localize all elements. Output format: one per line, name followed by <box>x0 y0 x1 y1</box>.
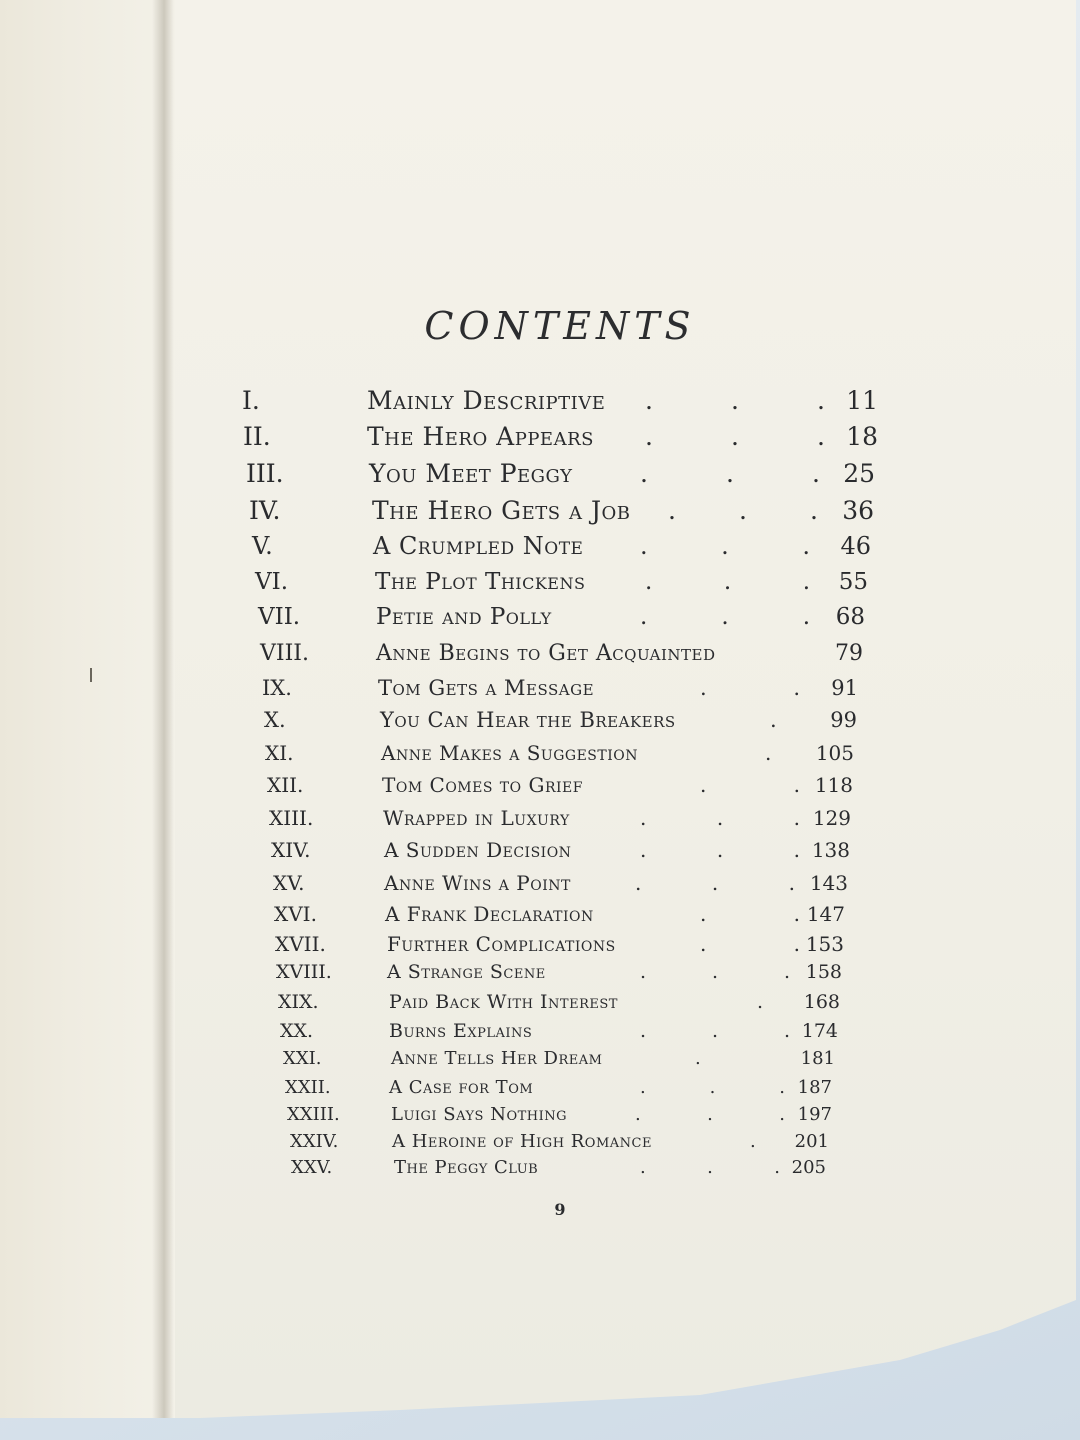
toc-entry <box>0 961 1080 991</box>
page-ref: 11 <box>846 386 878 415</box>
page-ref: 99 <box>830 708 857 732</box>
chapter-number: XI. <box>265 741 294 765</box>
page-ref: 181 <box>800 1048 835 1069</box>
toc-entry <box>0 741 1080 771</box>
chapter-number: XVI. <box>274 902 317 926</box>
contents-heading: CONTENTS <box>424 304 696 348</box>
dot-leader: . . . <box>640 838 800 862</box>
toc-entry <box>0 569 1080 599</box>
dot-leader: . . . <box>640 604 810 630</box>
chapter-title: A Heroine of High Romance <box>392 1131 652 1152</box>
page-ref: 68 <box>835 604 865 630</box>
page-number: 9 <box>554 1200 566 1219</box>
chapter-number: IV. <box>249 496 281 525</box>
page-ref: 201 <box>794 1131 829 1152</box>
chapter-number: XXV. <box>291 1157 333 1178</box>
chapter-title: Petie and Polly <box>376 604 552 630</box>
toc-entry <box>0 932 1080 962</box>
dot-leader: . <box>750 1131 756 1152</box>
chapter-number: IX. <box>262 676 292 700</box>
chapter-number: VI. <box>255 569 289 595</box>
dot-leader: . . . <box>645 386 825 415</box>
page-ref: 18 <box>846 422 878 451</box>
page-ref: 143 <box>809 871 848 895</box>
chapter-number: XXII. <box>285 1077 331 1098</box>
page-ref: 187 <box>797 1077 832 1098</box>
chapter-title: A Strange Scene <box>387 961 546 983</box>
chapter-title: Tom Gets a Message <box>378 676 595 700</box>
chapter-title: Tom Comes to Grief <box>382 773 583 797</box>
chapter-title: Anne Begins to Get Acquainted <box>376 641 716 666</box>
chapter-number: XIII. <box>269 806 314 830</box>
toc-entry <box>0 1104 1080 1134</box>
page-ref: 174 <box>801 1020 838 1042</box>
toc-entry <box>0 1048 1080 1078</box>
dot-leader: . . <box>700 902 800 926</box>
chapter-number: X. <box>264 708 286 732</box>
toc-entry <box>0 991 1080 1021</box>
toc-entry <box>0 422 1080 452</box>
chapter-title: A Sudden Decision <box>384 838 572 862</box>
dot-leader: . . . <box>645 569 810 595</box>
toc-entry <box>0 496 1080 526</box>
chapter-title: A Frank Declaration <box>385 902 594 926</box>
toc-entry <box>0 902 1080 932</box>
dot-leader: . . . <box>668 496 818 525</box>
toc-entry <box>0 1077 1080 1107</box>
chapter-title: Anne Wins a Point <box>384 871 571 895</box>
dot-leader: . . . <box>640 459 820 488</box>
dot-leader: . <box>757 991 764 1013</box>
page-ref: 25 <box>843 459 875 488</box>
page-ref: 36 <box>842 496 874 525</box>
page-ref: 197 <box>797 1104 832 1125</box>
page-ref: 118 <box>814 773 853 797</box>
dot-leader: . <box>765 741 772 765</box>
page-ref: 147 <box>806 902 845 926</box>
page-ref: 205 <box>791 1157 826 1178</box>
dot-leader: . . . <box>635 1104 785 1125</box>
toc-entry <box>0 676 1080 706</box>
chapter-number: XIV. <box>271 838 311 862</box>
dot-leader: . . . <box>635 871 795 895</box>
chapter-number: V. <box>252 532 273 560</box>
chapter-title: A Case for Tom <box>389 1077 534 1098</box>
page-ref: 138 <box>811 838 850 862</box>
dot-leader: . . <box>700 773 800 797</box>
chapter-title: Mainly Descriptive <box>367 386 606 415</box>
toc-entry <box>0 386 1080 416</box>
chapter-title: You Can Hear the Breakers <box>380 708 676 732</box>
page-ref: 91 <box>831 676 858 700</box>
toc-entry <box>0 1157 1080 1187</box>
chapter-number: XVII. <box>275 932 326 956</box>
chapter-number: III. <box>246 459 284 488</box>
chapter-number: XXIII. <box>287 1104 340 1125</box>
page-ref: 158 <box>805 961 842 983</box>
chapter-number: XIX. <box>278 991 319 1013</box>
chapter-number: XX. <box>280 1020 314 1042</box>
toc-entry <box>0 773 1080 803</box>
chapter-title: Luigi Says Nothing <box>391 1104 567 1125</box>
toc-entry <box>0 806 1080 836</box>
dot-leader: . . . <box>640 1020 790 1042</box>
page-ref: 129 <box>812 806 851 830</box>
dot-leader: . . <box>700 676 800 700</box>
toc-entry <box>0 641 1080 671</box>
page-ref: 79 <box>835 641 863 666</box>
page-ref: 55 <box>838 569 868 595</box>
page-ref: 105 <box>815 741 854 765</box>
chapter-title: The Peggy Club <box>394 1157 539 1178</box>
chapter-title: You Meet Peggy <box>369 459 573 488</box>
dot-leader: . <box>770 708 777 732</box>
chapter-number: I. <box>242 386 260 415</box>
dot-leader: . . . <box>640 532 810 560</box>
chapter-number: XV. <box>273 871 305 895</box>
toc-entry <box>0 604 1080 634</box>
dot-leader: . . . <box>640 806 800 830</box>
page-ref: 46 <box>840 532 871 560</box>
toc-entry <box>0 1020 1080 1050</box>
dot-leader: . . . <box>640 1157 780 1178</box>
chapter-title: Burns Explains <box>389 1020 533 1042</box>
chapter-title: Further Complications <box>387 932 616 956</box>
toc-entry <box>0 459 1080 489</box>
chapter-title: The Hero Gets a Job <box>372 496 631 525</box>
chapter-number: XXIV. <box>290 1131 339 1152</box>
dot-leader: . . . <box>640 961 790 983</box>
dot-leader: . . <box>700 932 800 956</box>
dot-leader: . . . <box>640 1077 785 1098</box>
chapter-title: Wrapped in Luxury <box>383 806 570 830</box>
page-ref: 168 <box>803 991 840 1013</box>
chapter-number: XVIII. <box>276 961 332 983</box>
chapter-number: XXI. <box>283 1048 322 1069</box>
dot-leader: . <box>695 1048 701 1069</box>
toc-entry <box>0 838 1080 868</box>
chapter-number: XII. <box>267 773 304 797</box>
page-ref: 153 <box>805 932 844 956</box>
toc-entry <box>0 708 1080 738</box>
chapter-title: A Crumpled Note <box>373 532 584 560</box>
toc-entry <box>0 532 1080 562</box>
chapter-number: VII. <box>258 604 301 630</box>
chapter-title: Anne Tells Her Dream <box>391 1048 603 1069</box>
dot-leader: . . . <box>645 422 825 451</box>
chapter-title: The Hero Appears <box>367 422 594 451</box>
chapter-title: Anne Makes a Suggestion <box>381 741 638 765</box>
chapter-title: Paid Back With Interest <box>389 991 618 1013</box>
toc-entry <box>0 871 1080 901</box>
chapter-title: The Plot Thickens <box>375 569 586 595</box>
chapter-number: II. <box>243 422 271 451</box>
chapter-number: VIII. <box>260 641 309 666</box>
